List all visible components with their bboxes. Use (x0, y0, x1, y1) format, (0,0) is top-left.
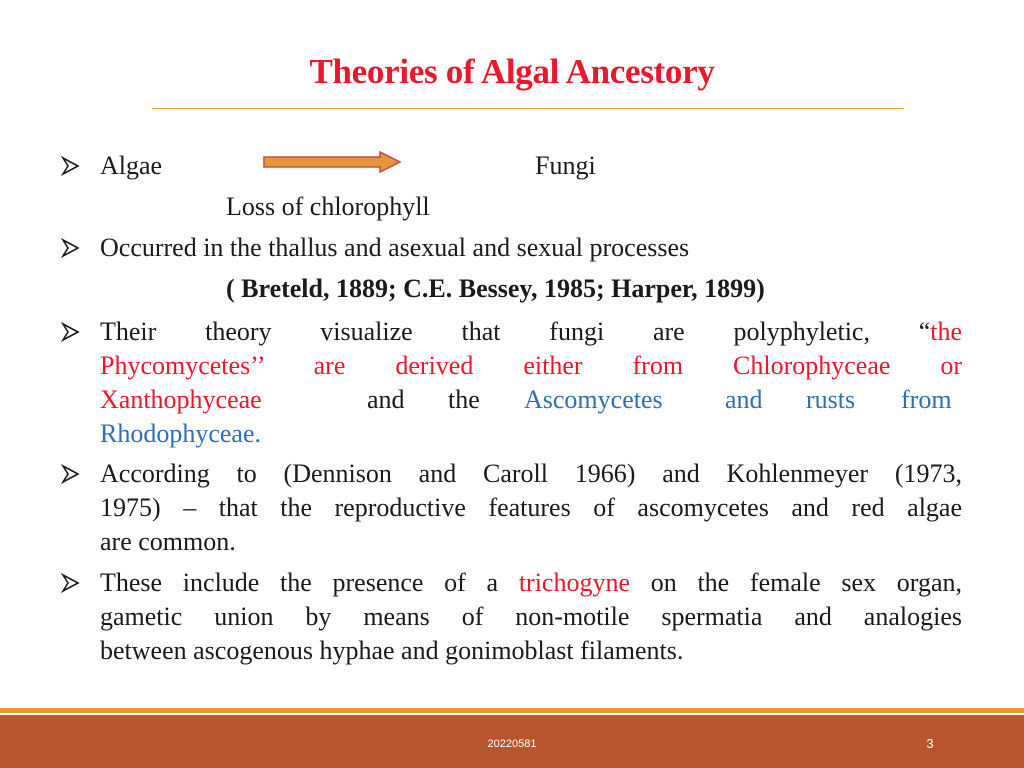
theory-line-1 (100, 315, 962, 349)
bullet-occurred-text: Occurred in the thallus and asexual and sexual processes (100, 233, 690, 262)
word: theory (205, 317, 272, 346)
arrowhead-bullet-icon (60, 315, 90, 349)
word: fungi (549, 317, 605, 346)
xanthophyceae-word: Xanthophyceae (100, 385, 262, 414)
title-underline (152, 108, 904, 109)
these-include-line-3: between ascogenous hyphae and gonimoblast filaments. (100, 636, 684, 665)
fungi-label: Fungi (535, 151, 596, 180)
text-segment: These include the presence of a (100, 568, 499, 597)
word: are (652, 317, 685, 346)
text-segment: on the female sex organ, (650, 568, 962, 597)
word: and (367, 385, 405, 414)
red-word: are (313, 351, 346, 380)
arrowhead-bullet-icon (60, 566, 90, 600)
red-word: Phycomycetes’’ (100, 351, 264, 380)
blue-word: from (901, 385, 952, 414)
these-include-line-1 (100, 566, 962, 600)
red-word: derived (395, 351, 474, 380)
red-word: the (930, 317, 963, 346)
word: polyphyletic, (733, 317, 870, 346)
these-include-line-2: gametic union by means of non-motile spermatia and analogies (100, 602, 962, 631)
arrowhead-bullet-icon (60, 231, 90, 265)
highlight-phrase (919, 317, 962, 346)
theory-line-2 (100, 349, 962, 383)
citation-text: ( Breteld, 1889; C.E. Bessey, 1985; Harper, 1899) (226, 274, 765, 303)
arrowhead-bullet-icon (60, 149, 90, 183)
blue-word: Ascomycetes (524, 385, 663, 414)
red-word: from (632, 351, 684, 380)
arrowhead-bullet-icon (60, 457, 90, 491)
word: visualize (320, 317, 413, 346)
right-arrow-icon (262, 150, 404, 179)
slide-title: Theories of Algal Ancestory (309, 52, 715, 91)
according-line-1: According to (Dennison and Caroll 1966) and Kohlenmeyer (1973, (100, 459, 962, 488)
red-word: either (523, 351, 583, 380)
word: that (461, 317, 501, 346)
footer-stripe (0, 708, 1024, 713)
word: Their (100, 317, 157, 346)
rhodophyceae-word: Rhodophyceae. (100, 419, 262, 448)
page-number: 3 (926, 736, 934, 751)
according-line-2: 1975) – that the reproductive features of ascomycetes and red algae (100, 493, 962, 522)
algae-label: Algae (100, 151, 163, 180)
according-line-3: are common. (100, 527, 236, 556)
loss-of-chlorophyll-label: Loss of chlorophyll (226, 192, 430, 221)
blue-word: rusts (806, 385, 856, 414)
footer-date: 20220581 (487, 738, 537, 750)
blue-word: and (725, 385, 763, 414)
quote-mark: “ (918, 317, 931, 346)
red-word: or (940, 351, 963, 380)
word: the (448, 385, 480, 414)
red-word: Chlorophyceae (733, 351, 891, 380)
trichogyne-word: trichogyne (518, 568, 631, 597)
